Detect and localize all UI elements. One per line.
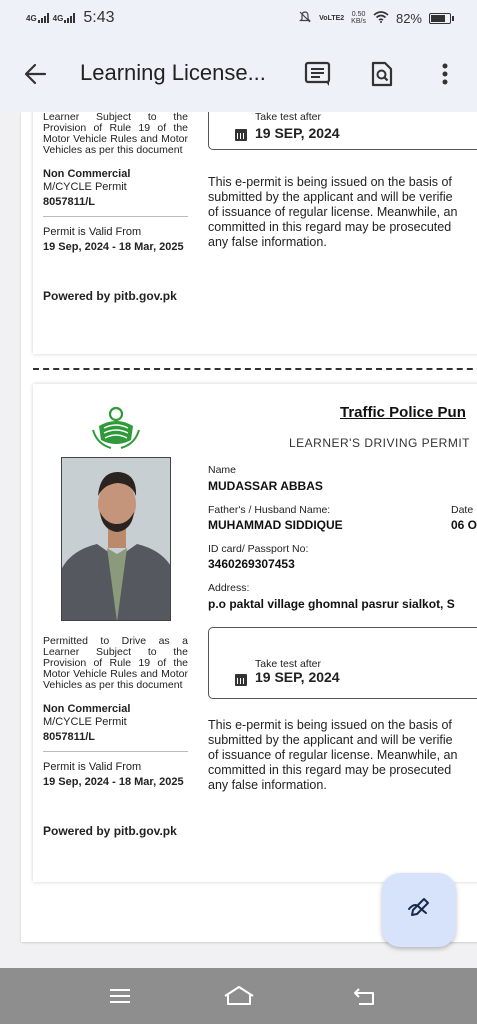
permit-type: M/CYCLE Permit — [43, 716, 127, 728]
calendar-icon — [235, 129, 247, 141]
clock: 5:43 — [83, 9, 115, 26]
cut-line — [33, 368, 477, 370]
father-label: Father's / Husband Name: — [208, 504, 331, 516]
signal-2 — [53, 13, 76, 23]
divider — [43, 216, 188, 217]
valid-label: Permit is Valid From — [43, 761, 142, 773]
annotate-button[interactable] — [382, 873, 456, 947]
take-test-label: Take test after — [255, 112, 321, 123]
find-in-page-icon[interactable] — [368, 60, 396, 88]
document-title: Learning License... — [80, 60, 266, 85]
calendar-icon — [235, 674, 247, 686]
permit-number: 8057811/L — [43, 731, 95, 743]
rule-text: Permitted to Drive as a Learner Subject to the Provision of Rule 19 of the Motor Vehicle Rules and Motor Vehicles as per this document — [43, 635, 188, 691]
take-test-date: 19 SEP, 2024 — [255, 669, 340, 685]
home-icon[interactable] — [222, 984, 256, 1008]
edit-pen-icon — [405, 894, 433, 927]
organization-title: Traffic Police Pun — [340, 404, 466, 421]
signal-bars-icon — [64, 13, 75, 23]
battery-percent: 82% — [395, 10, 422, 26]
mute-icon — [298, 10, 312, 27]
rule-text: Learner Subject to the Provision of Rule 19 of the Motor Vehicle Rules and Motor Vehicles as per this document — [43, 112, 188, 156]
take-test-date: 19 SEP, 2024 — [255, 125, 340, 141]
back-icon[interactable] — [351, 984, 377, 1008]
powered-by: Powered by pitb.gov.pk — [43, 289, 177, 303]
date-label: Date — [451, 504, 474, 516]
applicant-name: MUDASSAR ABBAS — [208, 479, 323, 493]
address-label: Address: — [208, 582, 250, 594]
status-left — [26, 9, 114, 27]
name-label: Name — [208, 464, 237, 476]
permit-category: Non Commercial — [43, 168, 131, 180]
app-bar — [0, 36, 477, 112]
id-number: 3460269307453 — [208, 557, 295, 571]
back-arrow-icon[interactable] — [22, 60, 50, 88]
take-test-box — [208, 627, 477, 699]
applicant-photo — [61, 457, 171, 621]
signal-bars-icon — [38, 13, 49, 23]
id-label: ID card/ Passport No: — [208, 543, 309, 555]
permit-card — [33, 384, 477, 882]
pdf-page — [21, 112, 477, 942]
network-type-2: 4G — [52, 14, 64, 23]
powered-by: Powered by pitb.gov.pk — [43, 824, 177, 838]
permit-details-left — [43, 636, 188, 838]
battery-icon — [429, 13, 451, 24]
menu-icon[interactable] — [107, 984, 133, 1008]
permit-type: M/CYCLE Permit — [43, 181, 127, 193]
epermit-note: This e-permit is being issued on the basis of submitted by the applicant and will be verifie of issuance of regular license. Meanwhile, an committed in this regard may be prosecuted any false information. — [208, 175, 458, 249]
divider — [43, 751, 188, 752]
wifi-icon — [373, 11, 389, 26]
more-vert-icon[interactable] — [432, 60, 458, 88]
permit-number: 8057811/L — [43, 196, 95, 208]
father-name: MUHAMMAD SIDDIQUE — [208, 518, 343, 532]
permit-details-left — [43, 112, 188, 303]
document-viewport[interactable] — [0, 112, 477, 968]
status-bar — [0, 0, 477, 36]
permit-subtitle: LEARNER'S DRIVING PERMIT — [289, 436, 470, 450]
date-value: 06 O — [451, 518, 477, 532]
epermit-note: This e-permit is being issued on the basis of submitted by the applicant and will be verifie of issuance of regular license. Meanwhile, an committed in this regard may be prosecuted any false information. — [208, 718, 458, 792]
signal-1 — [26, 13, 49, 23]
comment-icon[interactable] — [304, 60, 332, 88]
take-test-box — [208, 112, 477, 150]
take-test-label: Take test after — [255, 658, 321, 670]
permit-category: Non Commercial — [43, 703, 131, 715]
punjab-logo-icon — [91, 404, 141, 450]
valid-range: 19 Sep, 2024 - 18 Mar, 2025 — [43, 241, 184, 253]
system-nav-bar — [0, 968, 477, 1024]
network-type-1: 4G — [26, 14, 37, 23]
valid-range: 19 Sep, 2024 - 18 Mar, 2025 — [43, 776, 184, 788]
volte-indicator: VoLTE2 — [319, 14, 345, 22]
network-speed: 0.50 KB/s — [351, 11, 366, 25]
permit-card-top — [33, 112, 477, 354]
valid-label: Permit is Valid From — [43, 226, 142, 238]
status-right — [298, 10, 451, 27]
address-value: p.o paktal village ghomnal pasrur sialkot, S — [208, 597, 455, 611]
